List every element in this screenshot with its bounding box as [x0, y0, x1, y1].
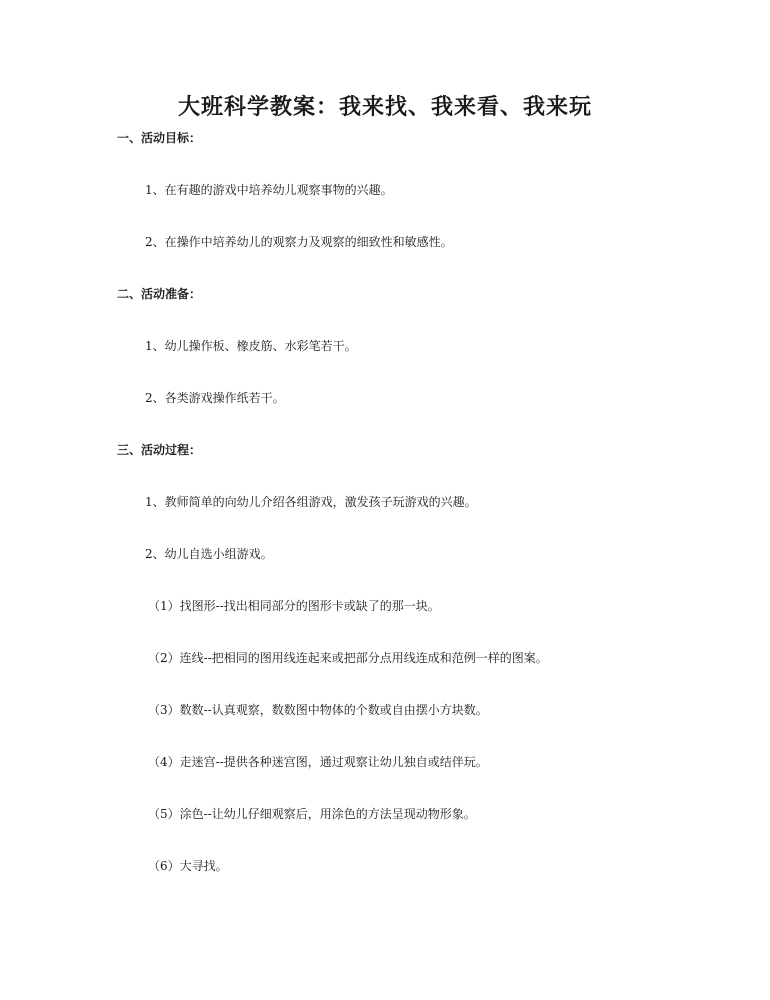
- document-title: 大班科学教案：我来找、我来看、我来玩: [177, 94, 592, 120]
- game-item-2: （2）连线--把相同的图用线连起来或把部分点用线连成和范例一样的图案。: [148, 651, 548, 665]
- game-item-6: （6）大寻找。: [148, 859, 228, 873]
- preparation-item-1: 1、幼儿操作板、橡皮筋、水彩笔若干。: [145, 339, 357, 353]
- preparation-item-2: 2、各类游戏操作纸若干。: [145, 391, 285, 405]
- game-item-3: （3）数数--认真观察，数数图中物体的个数或自由摆小方块数。: [148, 703, 488, 717]
- section-heading-goals: 一、活动目标：: [117, 131, 202, 145]
- section-heading-preparation: 二、活动准备：: [117, 287, 202, 301]
- process-item-2: 2、幼儿自选小组游戏。: [145, 547, 273, 561]
- game-item-4: （4）走迷宫--提供各种迷宫图，通过观察让幼儿独自或结伴玩。: [148, 755, 488, 769]
- process-item-1: 1、教师简单的向幼儿介绍各组游戏，激发孩子玩游戏的兴趣。: [145, 495, 477, 509]
- game-item-1: （1）找图形--找出相同部分的图形卡或缺了的那一块。: [148, 599, 440, 613]
- goal-item-2: 2、在操作中培养幼儿的观察力及观察的细致性和敏感性。: [145, 235, 453, 249]
- game-item-5: （5）涂色--让幼儿仔细观察后，用涂色的方法呈现动物形象。: [148, 807, 476, 821]
- section-heading-process: 三、活动过程：: [117, 443, 202, 457]
- goal-item-1: 1、在有趣的游戏中培养幼儿观察事物的兴趣。: [145, 183, 393, 197]
